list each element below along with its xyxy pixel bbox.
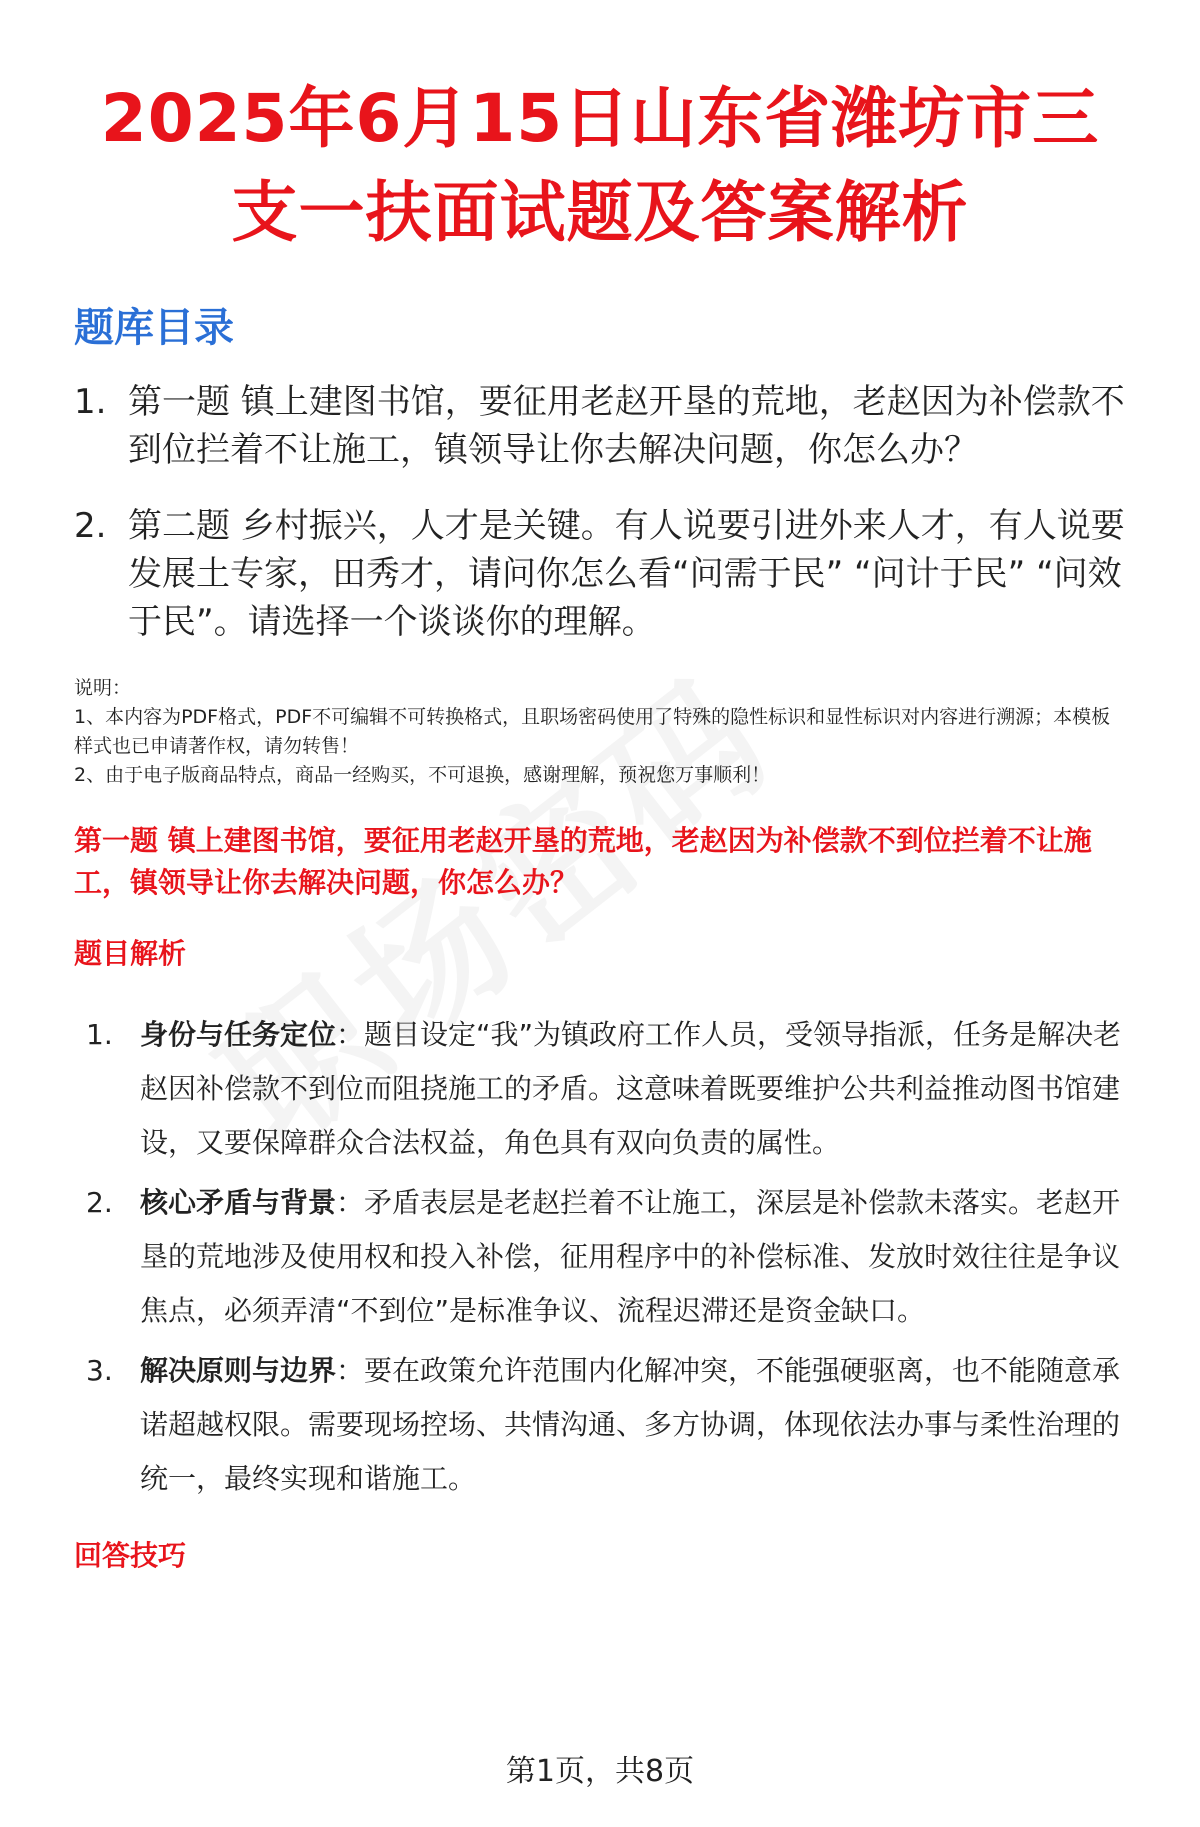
analysis-item-text: ：要在政策允许范围内化解冲突，不能强硬驱离，也不能随意承诺超越权限。需要现场控场、共情沟通、多方协调，体现依法办事与柔性治理的统一，最终实现和谐施工。 [140, 1354, 1121, 1495]
toc-item-text: 第二题 乡村振兴，人才是关键。有人说要引进外来人才，有人说要发展土专家，田秀才，请问你怎么看“问需于民” “问计于民” “问效于民”。请选择一个谈谈你的理解。 [128, 506, 1125, 642]
page-content [0, 72, 1200, 1576]
analysis-item-body [140, 1176, 1126, 1338]
toc-item-2[interactable] [74, 502, 1126, 646]
toc-item-number: 1. [74, 382, 107, 422]
analysis-item-text: ：题目设定“我”为镇政府工作人员，受领导指派，任务是解决老赵因补偿款不到位而阻挠施工的矛盾。这意味着既要维护公共利益推动图书馆建设，又要保障群众合法权益，角色具有双向负责的属性。 [140, 1018, 1122, 1159]
page-title: 2025年6月15日山东省潍坊市三支一扶面试题及答案解析 [100, 80, 1100, 251]
analysis-item-label: 解决原则与边界 [140, 1354, 337, 1387]
analysis-item-label: 身份与任务定位 [140, 1018, 337, 1051]
analysis-item-number: 2. [86, 1186, 113, 1219]
note-label: 说明： [74, 677, 132, 699]
note-line-2: 2、由于电子版商品特点，商品一经购买，不可退换，感谢理解，预祝您万事顺利！ [74, 764, 771, 786]
analysis-list [74, 1008, 1126, 1506]
analysis-item-body [140, 1008, 1126, 1170]
analysis-item-2 [74, 1176, 1126, 1338]
question-1-title: 第一题 镇上建图书馆，要征用老赵开垦的荒地，老赵因为补偿款不到位拦着不让施工，镇领导让你去解决问题，你怎么办？ [74, 824, 1092, 899]
analysis-item-number: 1. [86, 1018, 113, 1051]
analysis-heading: 题目解析 [74, 937, 187, 970]
analysis-item-body [140, 1344, 1126, 1506]
toc-item-text: 第一题 镇上建图书馆，要征用老赵开垦的荒地，老赵因为补偿款不到位拦着不让施工，镇领导让你去解决问题，你怎么办？ [128, 382, 1125, 470]
page-footer: 第1页，共8页 [505, 1754, 695, 1789]
analysis-item-text: ：矛盾表层是老赵拦着不让施工，深层是补偿款未落实。老赵开垦的荒地涉及使用权和投入补偿，征用程序中的补偿标准、发放时效往往是争议焦点，必须弄清“不到位”是标准争议、流程迟滞还是资金缺口。 [140, 1186, 1121, 1327]
analysis-item-label: 核心矛盾与背景 [140, 1186, 337, 1219]
toc-list [74, 378, 1126, 646]
tips-heading: 回答技巧 [74, 1539, 187, 1572]
analysis-item-3 [74, 1344, 1126, 1506]
analysis-item-1 [74, 1008, 1126, 1170]
toc-item-1[interactable] [74, 378, 1126, 474]
note-line-1: 1、本内容为PDF格式，PDF不可编辑不可转换格式，且职场密码使用了特殊的隐性标识和显性标识对内容进行溯源；本模板样式也已申请著作权，请勿转售！ [74, 706, 1111, 757]
toc-heading: 题库目录 [74, 305, 234, 351]
toc-item-number: 2. [74, 506, 107, 546]
disclaimer-note [74, 674, 1126, 790]
analysis-item-number: 3. [86, 1354, 113, 1387]
